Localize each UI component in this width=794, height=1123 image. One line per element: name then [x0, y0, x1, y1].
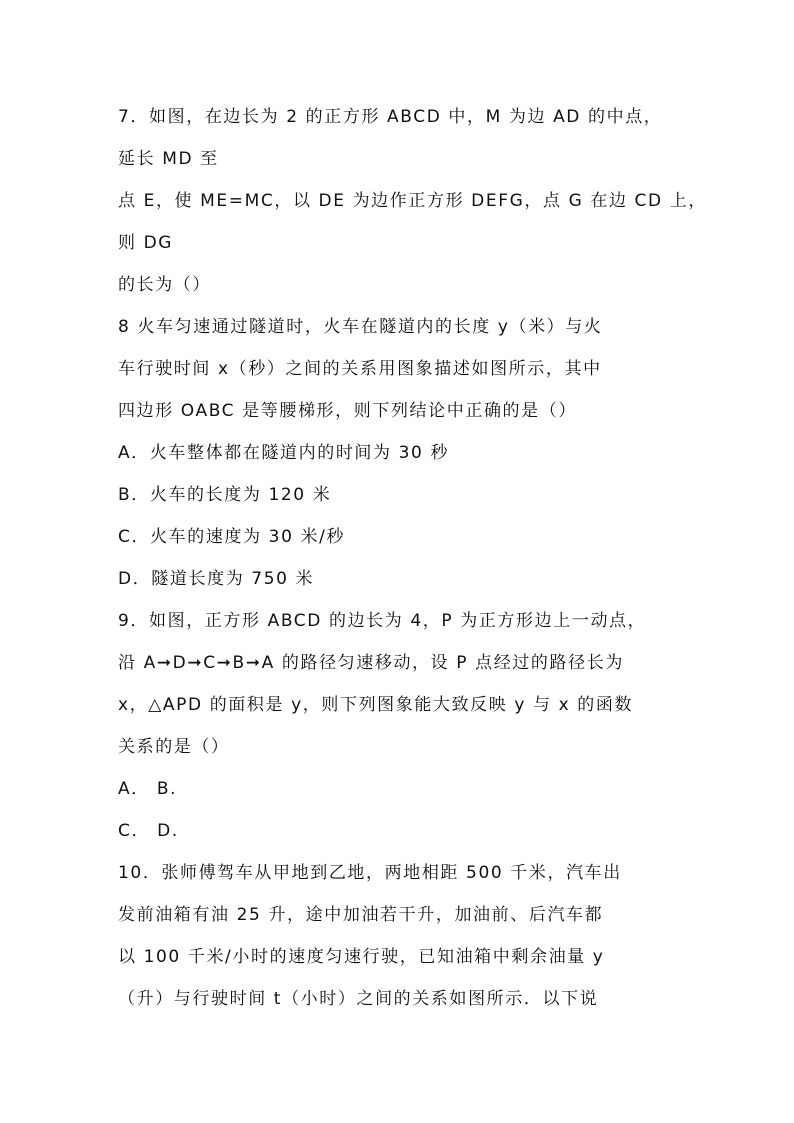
- q8-option-b: B．火车的长度为 120 米: [118, 485, 332, 505]
- q9-line-2: 沿 A➞D➞C➞B➞A 的路径匀速移动，设 P 点经过的路径长为: [118, 653, 624, 673]
- q7-line-3: 点 E，使 ME=MC，以 DE 为边作正方形 DEFG，点 G 在边 CD 上，: [118, 191, 707, 211]
- q9-options-ab: A． B.: [118, 779, 178, 799]
- q8-option-a: A．火车整体都在隧道内的时间为 30 秒: [118, 443, 450, 463]
- q10-line-3: 以 100 千米/小时的速度匀速行驶，已知油箱中剩余油量 y: [118, 947, 605, 967]
- q10-line-4: （升）与行驶时间 t（小时）之间的关系如图所示．以下说: [118, 989, 599, 1009]
- q7-line-5: 的长为（）: [118, 275, 211, 295]
- q8-option-c: C．火车的速度为 30 米/秒: [118, 527, 346, 547]
- q10-line-1: 10．张师傅驾车从甲地到乙地，两地相距 500 千米，汽车出: [118, 863, 622, 883]
- q7-line-1: 7．如图，在边长为 2 的正方形 ABCD 中，M 为边 AD 的中点，: [118, 107, 663, 127]
- q8-line-2: 车行驶时间 x（秒）之间的关系用图象描述如图所示，其中: [118, 359, 602, 379]
- q9-options-cd: C． D.: [118, 821, 179, 841]
- q7-line-4: 则 DG: [118, 233, 174, 253]
- q9-line-1: 9．如图，正方形 ABCD 的边长为 4，P 为正方形边上一动点，: [118, 611, 647, 631]
- q8-option-d: D．隧道长度为 750 米: [118, 569, 315, 589]
- q8-line-3: 四边形 OABC 是等腰梯形，则下列结论中正确的是（）: [118, 401, 577, 421]
- q9-line-3: x，△APD 的面积是 y，则下列图象能大致反映 y 与 x 的函数: [118, 695, 634, 715]
- q9-line-4: 关系的是（）: [118, 737, 230, 757]
- q7-line-2: 延长 MD 至: [118, 149, 219, 169]
- q10-line-2: 发前油箱有油 25 升，途中加油若干升，加油前、后汽车都: [118, 905, 604, 925]
- q8-line-1: 8 火车匀速通过隧道时，火车在隧道内的长度 y（米）与火: [118, 317, 603, 337]
